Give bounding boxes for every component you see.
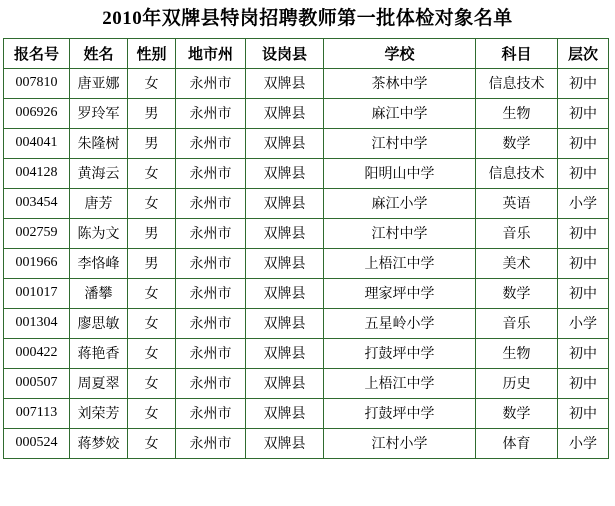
cell-registration-number: 004041 (4, 128, 70, 158)
cell-school: 理家坪中学 (324, 278, 476, 308)
cell-school: 打鼓坪中学 (324, 398, 476, 428)
table-row (4, 218, 609, 248)
table-row (4, 158, 609, 188)
cell-level: 初中 (558, 248, 609, 278)
cell-name: 蒋梦姣 (70, 428, 128, 458)
cell-registration-number: 001017 (4, 278, 70, 308)
cell-registration-number: 000507 (4, 368, 70, 398)
cell-name: 廖思敏 (70, 308, 128, 338)
cell-registration-number: 001304 (4, 308, 70, 338)
cell-subject: 生物 (476, 98, 558, 128)
cell-school: 上梧江中学 (324, 368, 476, 398)
cell-name: 唐芳 (70, 188, 128, 218)
table-row (4, 398, 609, 428)
cell-city: 永州市 (176, 128, 246, 158)
cell-city: 永州市 (176, 248, 246, 278)
cell-county: 双牌县 (246, 248, 324, 278)
cell-subject: 信息技术 (476, 68, 558, 98)
cell-level: 初中 (558, 158, 609, 188)
table-row (4, 128, 609, 158)
cell-name: 陈为文 (70, 218, 128, 248)
cell-gender: 女 (128, 158, 176, 188)
cell-city: 永州市 (176, 158, 246, 188)
table-row (4, 308, 609, 338)
cell-school: 麻江中学 (324, 98, 476, 128)
cell-registration-number: 000422 (4, 338, 70, 368)
cell-registration-number: 004128 (4, 158, 70, 188)
cell-county: 双牌县 (246, 218, 324, 248)
column-header-city: 地市州 (176, 38, 246, 68)
cell-registration-number: 002759 (4, 218, 70, 248)
table-row (4, 98, 609, 128)
cell-school: 打鼓坪中学 (324, 338, 476, 368)
column-header-school: 学校 (324, 38, 476, 68)
cell-registration-number: 003454 (4, 188, 70, 218)
cell-county: 双牌县 (246, 278, 324, 308)
cell-subject: 美术 (476, 248, 558, 278)
cell-city: 永州市 (176, 68, 246, 98)
cell-gender: 男 (128, 98, 176, 128)
cell-name: 黄海云 (70, 158, 128, 188)
column-header-registration-number: 报名号 (4, 38, 70, 68)
table-row (4, 338, 609, 368)
cell-name: 朱隆树 (70, 128, 128, 158)
cell-subject: 音乐 (476, 308, 558, 338)
cell-level: 小学 (558, 188, 609, 218)
cell-name: 潘攀 (70, 278, 128, 308)
table-row (4, 368, 609, 398)
cell-subject: 音乐 (476, 218, 558, 248)
cell-name: 罗玲军 (70, 98, 128, 128)
cell-level: 小学 (558, 308, 609, 338)
column-header-gender: 性别 (128, 38, 176, 68)
cell-city: 永州市 (176, 368, 246, 398)
cell-name: 刘荣芳 (70, 398, 128, 428)
cell-school: 五星岭小学 (324, 308, 476, 338)
column-header-subject: 科目 (476, 38, 558, 68)
cell-name: 蒋艳香 (70, 338, 128, 368)
cell-subject: 数学 (476, 128, 558, 158)
cell-gender: 女 (128, 188, 176, 218)
cell-school: 江村中学 (324, 218, 476, 248)
cell-school: 麻江小学 (324, 188, 476, 218)
cell-school: 江村中学 (324, 128, 476, 158)
cell-registration-number: 007810 (4, 68, 70, 98)
cell-county: 双牌县 (246, 158, 324, 188)
cell-gender: 女 (128, 398, 176, 428)
cell-level: 初中 (558, 128, 609, 158)
cell-gender: 男 (128, 248, 176, 278)
table-row (4, 428, 609, 458)
cell-city: 永州市 (176, 278, 246, 308)
column-header-county: 设岗县 (246, 38, 324, 68)
table-row (4, 248, 609, 278)
cell-county: 双牌县 (246, 68, 324, 98)
cell-level: 初中 (558, 368, 609, 398)
cell-subject: 数学 (476, 398, 558, 428)
cell-name: 周夏翠 (70, 368, 128, 398)
cell-gender: 女 (128, 308, 176, 338)
cell-school: 江村小学 (324, 428, 476, 458)
cell-registration-number: 007113 (4, 398, 70, 428)
table-row (4, 68, 609, 98)
cell-name: 李恪峰 (70, 248, 128, 278)
column-header-level: 层次 (558, 38, 609, 68)
cell-name: 唐亚娜 (70, 68, 128, 98)
cell-level: 初中 (558, 338, 609, 368)
cell-subject: 生物 (476, 338, 558, 368)
cell-gender: 男 (128, 128, 176, 158)
cell-subject: 英语 (476, 188, 558, 218)
cell-city: 永州市 (176, 218, 246, 248)
cell-city: 永州市 (176, 308, 246, 338)
cell-city: 永州市 (176, 398, 246, 428)
cell-registration-number: 006926 (4, 98, 70, 128)
cell-subject: 数学 (476, 278, 558, 308)
cell-gender: 女 (128, 278, 176, 308)
roster-table (3, 38, 609, 459)
table-row (4, 278, 609, 308)
cell-level: 初中 (558, 218, 609, 248)
cell-gender: 女 (128, 368, 176, 398)
cell-county: 双牌县 (246, 428, 324, 458)
cell-gender: 女 (128, 68, 176, 98)
cell-school: 上梧江中学 (324, 248, 476, 278)
cell-county: 双牌县 (246, 188, 324, 218)
cell-school: 阳明山中学 (324, 158, 476, 188)
cell-registration-number: 000524 (4, 428, 70, 458)
page-title: 2010年双牌县特岗招聘教师第一批体检对象名单 (102, 8, 513, 29)
cell-subject: 体育 (476, 428, 558, 458)
cell-city: 永州市 (176, 98, 246, 128)
cell-level: 小学 (558, 428, 609, 458)
cell-county: 双牌县 (246, 98, 324, 128)
cell-gender: 女 (128, 338, 176, 368)
cell-county: 双牌县 (246, 308, 324, 338)
cell-gender: 男 (128, 218, 176, 248)
cell-county: 双牌县 (246, 398, 324, 428)
cell-city: 永州市 (176, 188, 246, 218)
table-header-row (4, 38, 609, 68)
cell-county: 双牌县 (246, 128, 324, 158)
cell-level: 初中 (558, 278, 609, 308)
cell-registration-number: 001966 (4, 248, 70, 278)
cell-city: 永州市 (176, 428, 246, 458)
cell-subject: 历史 (476, 368, 558, 398)
cell-level: 初中 (558, 98, 609, 128)
cell-school: 茶林中学 (324, 68, 476, 98)
table-row (4, 188, 609, 218)
cell-gender: 女 (128, 428, 176, 458)
column-header-name: 姓名 (70, 38, 128, 68)
cell-county: 双牌县 (246, 338, 324, 368)
cell-level: 初中 (558, 68, 609, 98)
cell-subject: 信息技术 (476, 158, 558, 188)
cell-level: 初中 (558, 398, 609, 428)
cell-county: 双牌县 (246, 368, 324, 398)
cell-city: 永州市 (176, 338, 246, 368)
